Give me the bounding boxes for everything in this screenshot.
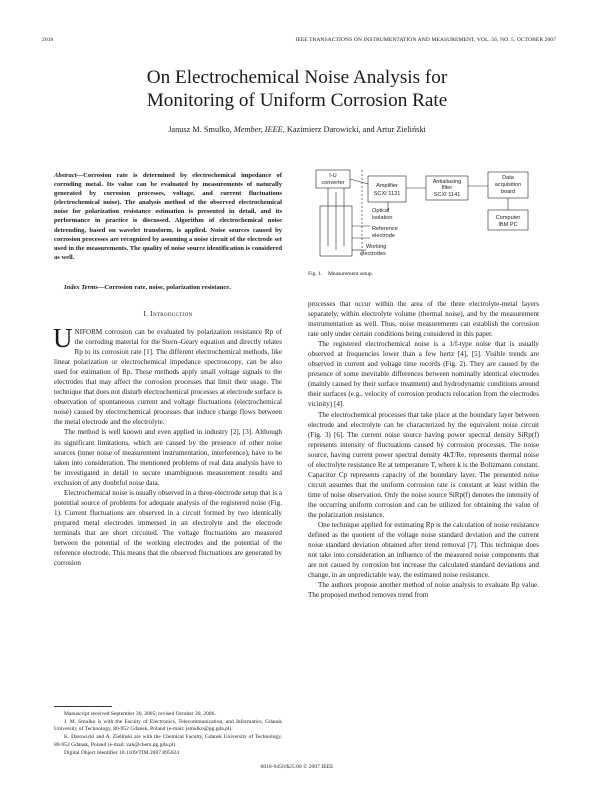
intro-p1-text: NIFORM corrosion can be evaluated by polarization resistance Rp of the corroding material for the Stern–Geary equation and directly relates Rp to its corrosion rate [1]. The different electrochemical methods, like linear polarization or electrochemical impedance spectroscopy, can be also used for estimation of Rp. These methods apply small voltage signals to the electrodes that may affect the corrosion processes that limit their usage. The technique that does not disturb electrochemical processes at electrode surface is observation of spontaneous current and voltage fluctuations (electrochemical noise) caused by electrochemical processes that induce charge flows between the metal electrode and the electrolyte. <box>54 328 282 427</box>
ref-label-2: electrode <box>372 233 396 239</box>
body-paragraph-continued: processes that occur within the area of the three electrolyte-metal layers separately, within electrolyte volume (thermal noise), and by the measurement instrumentation as well. Thus, noise measurements can establish the corrosion rate only under certain conditions being considered in this paper. <box>308 300 539 339</box>
footnote-rule <box>54 706 112 707</box>
figure-measurement-setup <box>308 166 540 270</box>
footnote-received: Manuscript received September 30, 2005; revised October 30, 2006. <box>64 711 216 717</box>
running-header <box>42 37 556 43</box>
intro-paragraph-3: Electrochemical noise is usually observed in a three-electrode setup that is a potential source of problems for adequate analysis of the registered noise (Fig. 1). Current fluctuations are observed in a circuit formed by two identically prepared metal electrodes immersed in an electrolyte and the electrode terminals that are short circuited. The voltage fluctuations are measured between the potential of the working electrodes and the potential of the reference electrode. This means that the observed fluctuations are generated by corrosion <box>54 488 282 568</box>
title-line-1: On Electrochemical Noise Analysis for <box>146 67 448 88</box>
optical-label-2: isolation <box>372 215 393 221</box>
index-terms-lead: Index Terms— <box>64 284 105 291</box>
ref-label-1: Reference <box>372 226 398 232</box>
aa-label-3: SCXI 1141 <box>433 192 461 198</box>
aa-label-1: Antialiasing <box>432 179 462 185</box>
intro-paragraph-2: The method is well known and even applied in industry [2], [3]. Although its significant limitations, which are caused by the presence of other noise sources (inner noise of measurement instrumentation, interference), have to be taken into consideration. The mentioned problems of real data analysis have to be investigated in detail to secure unambiguous measurement results and exclusion of any doubtful noise data. <box>54 428 282 487</box>
daq-label-2: acquisition <box>494 182 522 188</box>
title-line-2: Monitoring of Uniform Corrosion Rate <box>146 90 448 111</box>
right-column-body <box>308 299 539 600</box>
body-paragraph-noise-circuit: The electrochemical processes that take place at the boundary layer between electrode and electrolyte can be characterized by the equivalent noise circuit (Fig. 3) [6]. The current noise source having power spectral density SiRp(f) represents intensity of fluctuations caused by corrosion processes. The noise source, having current power spectral density 4kT/Re, represents thermal noise of electrolyte resistance Re at temperature T, where k is the Boltzmann constant. Capacitor Cp represents capacity of the boundary layer. The presented noise circuit assumes that the uniform corrosion rate is constant at least within the time of noise observation. Only the noise source SiRp(f) denotes the intensity of the occurring uniform corrosion and can be utilized for obtaining the value of the polarization resistance. <box>308 410 539 519</box>
footnotes <box>54 711 282 757</box>
daq-label-1: Data <box>502 175 514 181</box>
optical-label-1: Optical <box>372 208 390 214</box>
intro-paragraph-1 <box>53 323 282 427</box>
measurement-setup-diagram <box>308 166 540 270</box>
paper-title <box>0 66 594 112</box>
index-terms-text: Corrosion rate, noise, polarization resistance. <box>104 284 231 291</box>
left-column-body <box>53 323 282 568</box>
footnote-doi: Digital Object Identifier 10.1109/TIM.2007.895624 <box>64 749 180 756</box>
iv-label-2: converter <box>321 180 345 186</box>
amp-label-2: SCXI 1121 <box>373 191 401 197</box>
work-label-1: Working <box>366 244 387 250</box>
body-paragraph-noise-resistance: One technique applied for estimating Rp is the calculation of noise resistance defined as the quotient of the voltage noise standard deviation and the current noise standard deviation obtained after trend removal [7]. This technique does not take into consideration an influence of the measured noise components that are not caused by corrosion but increase the calculated standard deviations and change, in an unpredictable way, the estimated noise resistance. <box>308 521 539 580</box>
journal-name: IEEE TRANSACTIONS ON INSTRUMENTATION AND MEASUREMENT, VOL. 56, NO. 5, OCTOBER 2007 <box>295 37 556 43</box>
drop-cap: U <box>53 323 73 353</box>
page-number: 2018 <box>42 37 54 43</box>
amplifier-box <box>368 176 406 202</box>
copyright-footer: 0018-9456/$25.00 © 2007 IEEE <box>260 764 334 770</box>
author-1: Janusz M. Smulko, <box>168 125 234 134</box>
abstract-text: Corrosion rate is determined by electrochemical impedance of corroding metal. Its value can be evaluated by measurements of naturally generated by corrosion processes, voltage, and current fluctuations (electrochemical noise). The analysis method of the observed electrochemical noise for polarization resistance estimation is presented in detail, and its performance in practice is discussed. Algorithm of electrochemical noise detrending, based on wavelet transform, is applied. Noise sources caused by corrosion processes are recognized by assuming a noise circuit of the electrode set used in the measurements. The quality of noise source identification is considered as well. <box>54 172 282 261</box>
author-list <box>0 125 594 134</box>
amp-label-1: Amplifier <box>376 183 398 189</box>
author-rest: , Kazimierz Darowicki, and Artur Zieliński <box>282 125 426 134</box>
author-1-role: Member, IEEE <box>233 125 283 134</box>
figure-caption: Fig. 1. Measurement setup. <box>308 271 374 277</box>
body-paragraph-1f-noise: The registered electrochemical noise is a 1/f-type noise that is usually observed at frequencies lower than a few hertz [4], [5]. Visible trends are observed in current and voltage time records (Fig. 2). They are caused by the presence of some inevitable differences between nominally identical electrodes (mainly caused by their surface treatment) and hydrodynamic conditions around their surfaces (e.g., velocity of corrosion products relocation from the electrodes vicinity) [4]. <box>308 340 539 409</box>
footnote-author-1: J. M. Smulko is with the Faculty of Electronics, Telecommunication, and Informatics, Gdansk University of Technology, 80-952 Gdansk, Poland (e-mail: jsmulko@pg.gda.pl). <box>54 718 282 733</box>
footnote-author-2: K. Darowicki and A. Zieliński are with the Chemical Faculty, Gdansk University of Technology, 80-952 Gdansk, Poland (e-mail: zak@chem.pg.gda.pl). <box>54 734 282 748</box>
aa-label-2: filter <box>441 185 453 191</box>
abstract-lead: Abstract— <box>54 172 84 179</box>
daq-label-3: board <box>500 189 516 195</box>
section-heading: I. Introduction <box>143 310 193 318</box>
iv-label-1: I-U <box>329 173 337 179</box>
work-label-2: electrodes <box>360 251 386 257</box>
abstract <box>54 171 282 262</box>
pc-label-1: Computer <box>495 215 521 221</box>
index-terms <box>54 283 282 292</box>
body-paragraph-proposed-method: The authors propose another method of noise analysis to evaluate Rp value. The proposed method removes trend from <box>308 581 539 600</box>
pc-label-2: IBM PC <box>498 222 518 228</box>
